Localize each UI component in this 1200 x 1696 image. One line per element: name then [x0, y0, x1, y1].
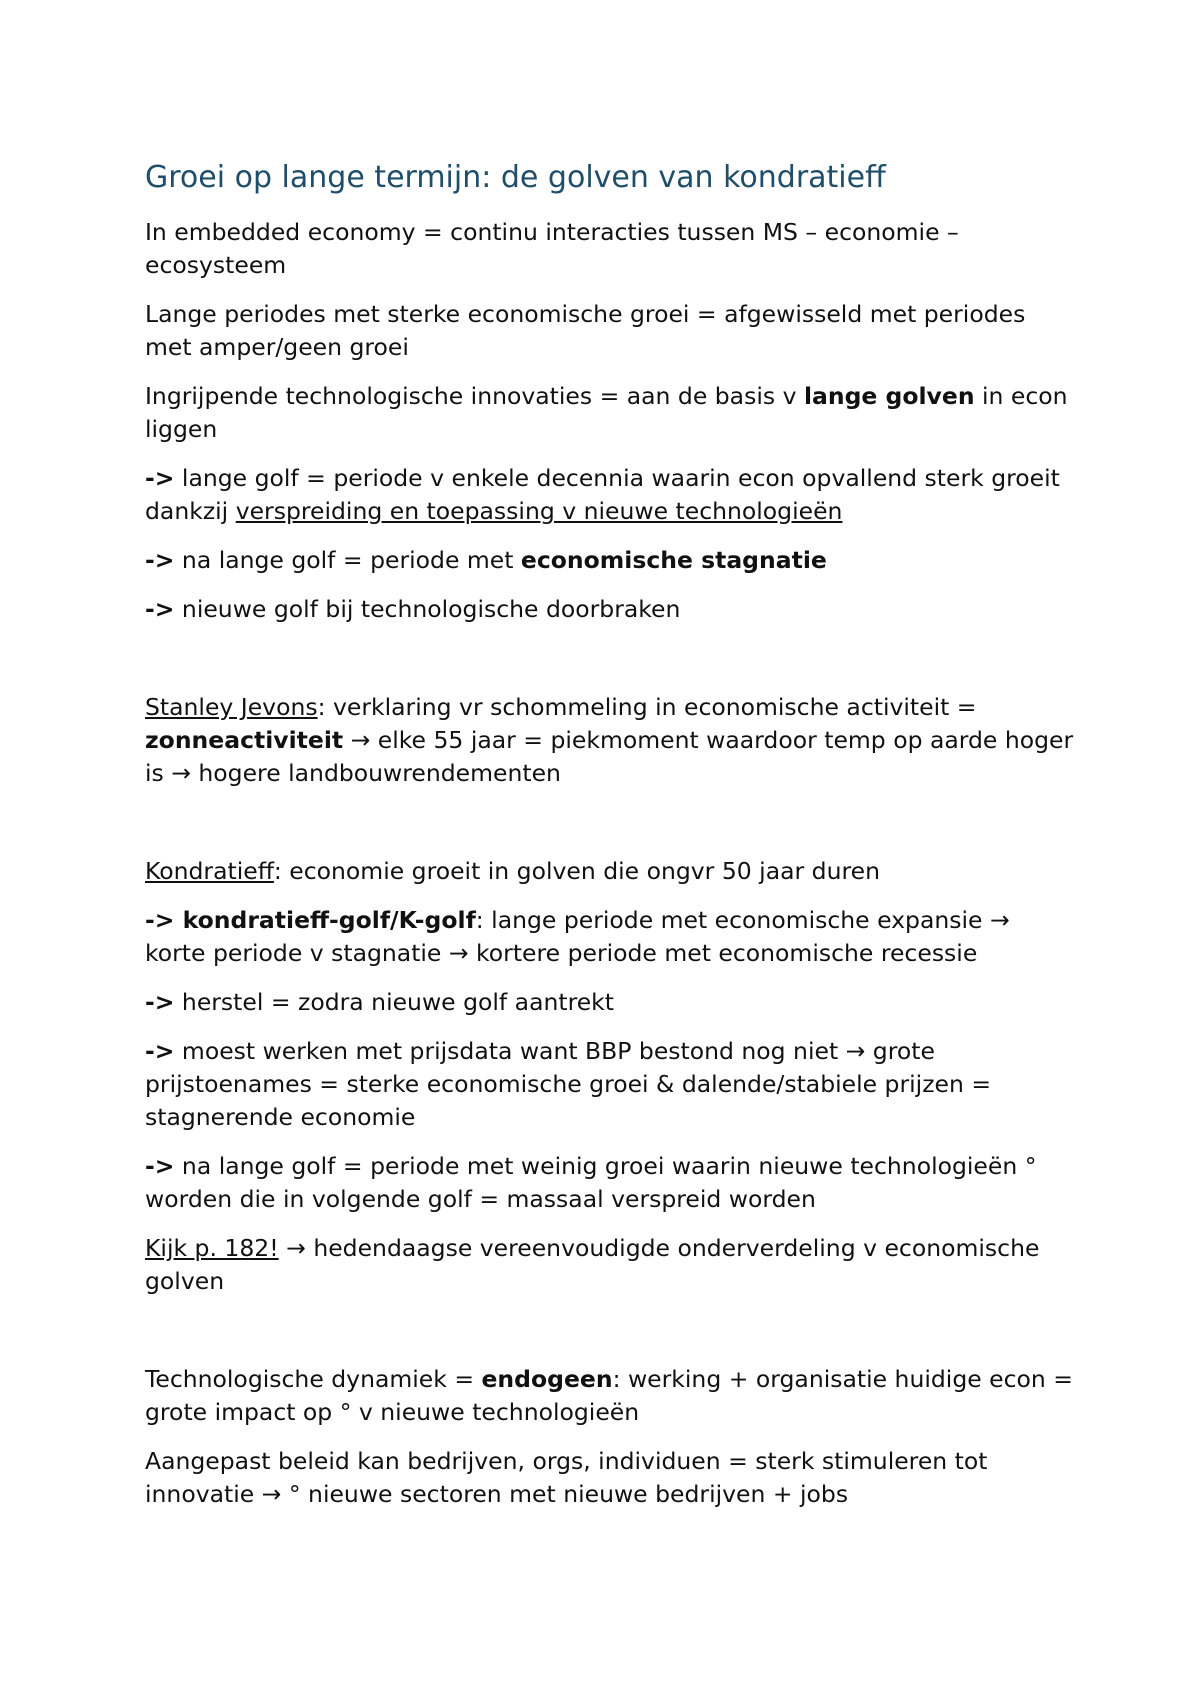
paragraph-recovery: -> herstel = zodra nieuwe golf aantrekt — [145, 988, 614, 1016]
paragraph-technological-innovations: Ingrijpende technologische innovaties = aan de basis v lange golven in econ liggen — [145, 382, 1068, 443]
paragraph-kondratieff: Kondratieff: economie groeit in golven die ongvr 50 jaar duren — [145, 857, 880, 885]
paragraph-embedded-economy: In embedded economy = continu interacties tussen MS – economie – ecosysteem — [145, 218, 959, 279]
paragraph-price-data: -> moest werken met prijsdata want BBP bestond nog niet → grote prijstoenames = sterke economische groei & dalende/stabiele prijzen = stagnerende economie — [145, 1037, 992, 1131]
paragraph-new-wave: -> nieuwe golf bij technologische doorbraken — [145, 595, 681, 623]
paragraph-low-growth: -> na lange golf = periode met weinig groei waarin nieuwe technologieën ° worden die in volgende golf = massaal verspreid worden — [145, 1152, 1037, 1213]
document-title: Groei op lange termijn: de golven van kondratieff — [145, 160, 886, 195]
paragraph-k-wave: -> kondratieff-golf/K-golf: lange periode met economische expansie → korte periode v stagnatie → kortere periode met economische recessie — [145, 906, 1010, 967]
document-body — [145, 158, 1075, 1527]
paragraph-adapted-policy: Aangepast beleid kan bedrijven, orgs, individuen = sterk stimuleren tot innovatie → ° nieuwe sectoren met nieuwe bedrijven + jobs — [145, 1447, 988, 1508]
paragraph-long-periods: Lange periodes met sterke economische groei = afgewisseld met periodes met amper/geen groei — [145, 300, 1026, 361]
paragraph-after-long-wave: -> na lange golf = periode met economische stagnatie — [145, 546, 827, 574]
paragraph-long-wave-definition: -> lange golf = periode v enkele decennia waarin econ opvallend sterk groeit dankzij verspreiding en toepassing v nieuwe technologieën — [145, 464, 1060, 525]
paragraph-stanley-jevons: Stanley Jevons: verklaring vr schommeling in economische activiteit = zonneactiviteit → elke 55 jaar = piekmoment waardoor temp op aarde hoger is → hogere landbouwrendementen — [145, 693, 1074, 787]
paragraph-page-reference: Kijk p. 182! → hedendaagse vereenvoudigde onderverdeling v economische golven — [145, 1234, 1040, 1295]
paragraph-technological-dynamics: Technologische dynamiek = endogeen: werking + organisatie huidige econ = grote impact op ° v nieuwe technologieën — [145, 1365, 1073, 1426]
